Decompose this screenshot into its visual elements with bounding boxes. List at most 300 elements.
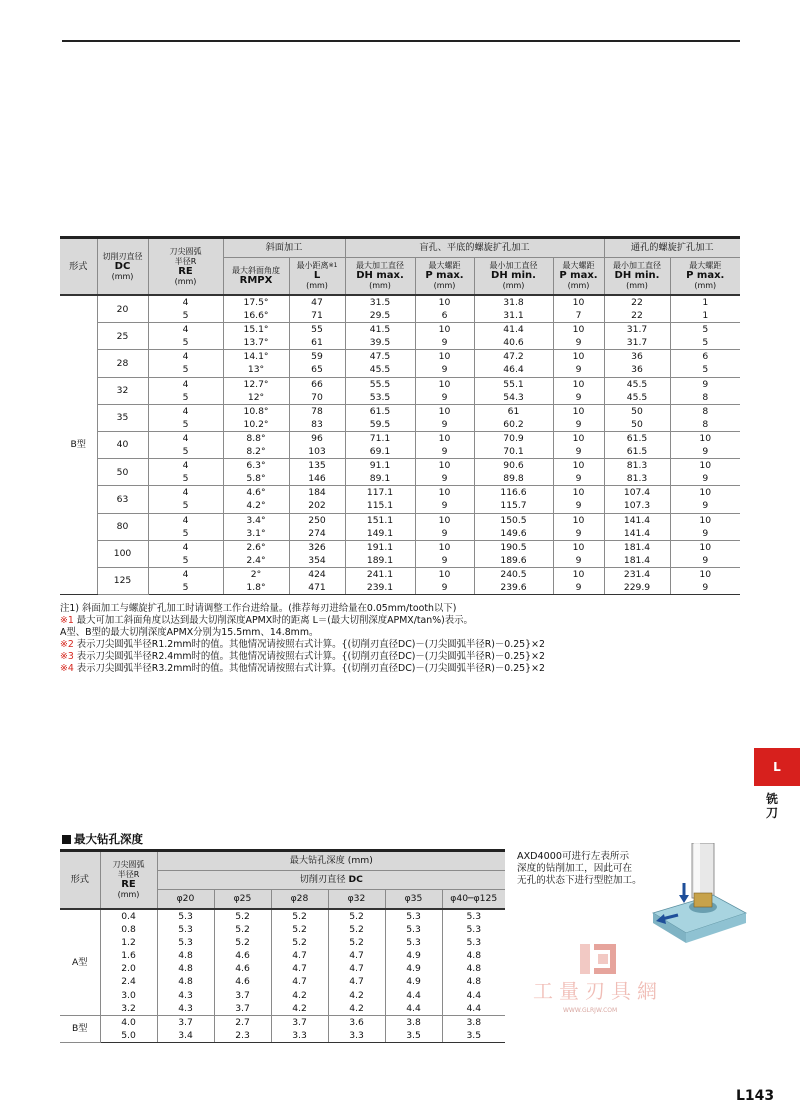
table-cell: 61 [289, 336, 345, 350]
table-row [60, 309, 740, 323]
table-cell: 181.4 [604, 540, 670, 554]
table-cell: 3.1° [223, 527, 289, 541]
table-cell: 141.4 [604, 513, 670, 527]
table-cell: 9 [553, 336, 604, 350]
note-1: ※1 最大可加工斜面角度以达到最大切削深度APMX时的距离 L＝(最大切削深度APMX/tan%)表示。 [60, 615, 473, 626]
table-cell: 70.9 [474, 431, 553, 445]
table-cell: 78 [289, 404, 345, 418]
table-row [60, 975, 505, 988]
table-cell: 22 [604, 295, 670, 309]
table-row [60, 540, 740, 554]
table-cell: 4.3 [157, 1002, 214, 1016]
table-cell: 4 [148, 350, 223, 364]
table-cell: 3.7 [214, 989, 271, 1002]
table-cell: 4.8 [157, 962, 214, 975]
table-cell: 202 [289, 499, 345, 513]
table-cell: 9 [553, 499, 604, 513]
header-dc: 切削刃直径 DC (mm) [97, 238, 148, 296]
table-cell: 5 [148, 581, 223, 595]
table-cell: 40.6 [474, 336, 553, 350]
table-cell: 0.4 [100, 909, 157, 923]
table-cell: 471 [289, 581, 345, 595]
table-cell: 4 [148, 567, 223, 581]
table-cell: 2° [223, 567, 289, 581]
table-cell: 41.5 [345, 323, 415, 337]
table-cell: 7 [553, 309, 604, 323]
table-row [60, 989, 505, 1002]
table-cell: 9 [670, 581, 740, 595]
table-cell: 5.2 [328, 936, 385, 949]
dc-cell: 28 [97, 350, 148, 377]
table-cell: 5 [148, 499, 223, 513]
table-cell: 5 [148, 391, 223, 405]
table-cell: 41.4 [474, 323, 553, 337]
table-row [60, 499, 740, 513]
table-cell: 29.5 [345, 309, 415, 323]
table-cell: 4.8 [157, 949, 214, 962]
table-cell: 4 [148, 295, 223, 309]
table-cell: 10 [415, 404, 474, 418]
table-cell: 5.0 [100, 1029, 157, 1043]
table-cell: 424 [289, 567, 345, 581]
table-cell: 4.9 [385, 949, 442, 962]
table-cell: 10 [699, 487, 712, 499]
top-rule [62, 40, 740, 42]
table-row [60, 472, 740, 486]
table-cell: 9 [415, 336, 474, 350]
svg-text:WWW.GLRJW.COM: WWW.GLRJW.COM [563, 1007, 618, 1014]
table-row [60, 527, 740, 541]
table-cell: 149.1 [345, 527, 415, 541]
square-bullet-icon [62, 835, 71, 844]
dc-cell: 100 [97, 540, 148, 567]
table-cell: 22 [604, 309, 670, 323]
header-dh-max: 最大加工直径 DH max. (mm) [345, 258, 415, 296]
table-cell: 83 [289, 418, 345, 432]
table-cell: 10 [415, 431, 474, 445]
drilling-tool-illustration [648, 843, 748, 943]
table-cell: 17.5° [223, 295, 289, 309]
table-cell: 3.4° [223, 513, 289, 527]
table-cell: 4.7 [328, 962, 385, 975]
table-cell: 55.5 [345, 377, 415, 391]
table-cell: 239.6 [474, 581, 553, 595]
table-cell: 9 [415, 391, 474, 405]
table-cell: 36 [604, 350, 670, 364]
table-cell: 90.6 [474, 459, 553, 473]
page-number: L143 [736, 1088, 775, 1104]
table-cell: 231.4 [604, 567, 670, 581]
table-cell: 15.1° [223, 323, 289, 337]
table-cell: 10.2° [223, 418, 289, 432]
table-cell: 9 [553, 363, 604, 377]
table-row [60, 581, 740, 595]
table-cell: 10 [553, 486, 604, 500]
table-cell: 9 [415, 472, 474, 486]
table-row [60, 404, 740, 418]
table-cell: 4.9 [385, 962, 442, 975]
table-cell: 9 [670, 445, 740, 459]
table-row [60, 567, 740, 581]
table-cell: 5.2 [271, 936, 328, 949]
table-cell: 10 [415, 295, 474, 309]
dc-cell: 63 [97, 486, 148, 513]
table-cell: 65 [289, 363, 345, 377]
table-cell: 10 [553, 323, 604, 337]
note-1b: A型、B型的最大切削深度APMX分别为15.5mm、14.8mm。 [60, 627, 319, 638]
table-cell: 4.6° [223, 486, 289, 500]
table-cell: 5.3 [157, 909, 214, 923]
table-cell: 9 [670, 499, 740, 513]
table-cell: 2.3 [214, 1029, 271, 1043]
table-row [60, 418, 740, 432]
table-cell: 5.2 [271, 923, 328, 936]
table-cell: 54.3 [474, 391, 553, 405]
table-cell: 5 [148, 554, 223, 568]
table-cell: 4.9 [385, 975, 442, 988]
table-cell: 4.3 [157, 989, 214, 1002]
table-cell: 66 [289, 377, 345, 391]
note-3: ※3 表示刀尖圆弧半径R2.4mm时的值。其他情况请按照右式计算。{(切削刃直径DC)－(刀尖圆弧半径R)－0.25}×2 [60, 651, 545, 662]
table-row [60, 486, 740, 500]
table-cell: 4.4 [385, 989, 442, 1002]
table-row [60, 949, 505, 962]
note-0: 注1) 斜面加工与螺旋扩孔加工时请调整工作台进给量。(推荐每刃进给量在0.05mm/tooth以下) [60, 603, 457, 614]
t2-col-header: φ32 [328, 890, 385, 910]
table-cell: 4.4 [385, 1002, 442, 1016]
table-cell: 146 [289, 472, 345, 486]
table-row [60, 1029, 505, 1043]
table-cell: 354 [289, 554, 345, 568]
table-cell: 50 [604, 404, 670, 418]
table-cell: 3.2 [100, 1002, 157, 1016]
table-cell: 10 [553, 431, 604, 445]
table-cell: 5 [148, 472, 223, 486]
table-row [60, 554, 740, 568]
table-cell: 5 [148, 363, 223, 377]
table-cell: 31.5 [345, 295, 415, 309]
table-cell: 91.1 [345, 459, 415, 473]
table-row [60, 323, 740, 337]
drilling-side-note: AXD4000可进行左表所示 深度的钻削加工，因此可在 无孔的状态下进行型腔加工。 [517, 851, 642, 886]
table-cell: 239.1 [345, 581, 415, 595]
table-cell: 10 [553, 540, 604, 554]
table-cell: 4.8 [466, 976, 482, 988]
table-cell: 96 [289, 431, 345, 445]
table-cell: 53.5 [345, 391, 415, 405]
table-cell: 5.2 [271, 909, 328, 923]
table-row [60, 377, 740, 391]
table-cell: 117.1 [345, 486, 415, 500]
table-cell: 12° [223, 391, 289, 405]
section-title-drilling-depth: 最大钻孔深度 [62, 831, 143, 847]
table-cell: 10 [699, 514, 712, 526]
table-cell: 10 [415, 513, 474, 527]
t2-col-header: φ28 [271, 890, 328, 910]
table-cell: 9 [702, 378, 709, 390]
table-cell: 5.2 [214, 923, 271, 936]
header-re: 刀尖圆弧 半径R RE (mm) [148, 238, 223, 296]
table-cell: 5.2 [214, 909, 271, 923]
table-cell: 190.5 [474, 540, 553, 554]
table-cell: 10 [415, 459, 474, 473]
table-cell: 4 [148, 404, 223, 418]
table-cell: 3.4 [157, 1029, 214, 1043]
table-cell: 4.2 [271, 1002, 328, 1016]
header-rmpx: 最大斜面角度 RMPX [223, 258, 289, 296]
table-cell: 4.6 [214, 962, 271, 975]
table-cell: 1 [702, 297, 709, 308]
table-cell: 61.5 [345, 404, 415, 418]
table-cell: 184 [289, 486, 345, 500]
table-cell: 9 [553, 527, 604, 541]
table-cell: 9 [670, 527, 740, 541]
table-cell: 3.7 [157, 1015, 214, 1029]
table-cell: 2.4° [223, 554, 289, 568]
table-cell: 10 [415, 567, 474, 581]
dc-cell: 20 [97, 295, 148, 323]
table-cell: 5 [702, 324, 709, 336]
table-cell: 31.7 [604, 336, 670, 350]
table-cell: 4.7 [271, 962, 328, 975]
table-row [60, 391, 740, 405]
table-cell: 10 [415, 350, 474, 364]
table-cell: 36 [604, 363, 670, 377]
watermark-logo [528, 940, 698, 1020]
table-cell: 10.8° [223, 404, 289, 418]
table-cell: 3.7 [271, 1015, 328, 1029]
table-cell: 5.8° [223, 472, 289, 486]
table-cell: 59.5 [345, 418, 415, 432]
type-cell: A型 [60, 909, 100, 1015]
table-cell: 4.6 [214, 949, 271, 962]
table-cell: 14.1° [223, 350, 289, 364]
table-cell: 4.7 [271, 975, 328, 988]
table-cell: 5.3 [385, 936, 442, 949]
table-cell: 9 [415, 418, 474, 432]
dc-cell: 35 [97, 404, 148, 431]
table-cell: 45.5 [345, 363, 415, 377]
table-cell: 47.5 [345, 350, 415, 364]
table-cell: 5.3 [157, 923, 214, 936]
table-cell: 1.6 [100, 949, 157, 962]
table-cell: 71.1 [345, 431, 415, 445]
table-cell: 1.2 [100, 936, 157, 949]
table-cell: 5 [670, 336, 740, 350]
table-cell: 13° [223, 363, 289, 377]
table-cell: 5.3 [385, 923, 442, 936]
table-cell: 9 [553, 554, 604, 568]
table-cell: 4.7 [328, 975, 385, 988]
table-cell: 5.3 [385, 909, 442, 923]
table-cell: 5 [148, 336, 223, 350]
table-cell: 4 [148, 431, 223, 445]
table-cell: 107.4 [604, 486, 670, 500]
t2-header-type: 形式 [60, 851, 100, 910]
header-ramp-group: 斜面加工 [223, 238, 345, 258]
table-cell: 2.6° [223, 540, 289, 554]
table-cell: 3.8 [466, 1016, 482, 1028]
table-cell: 9 [553, 445, 604, 459]
table-cell: 69.1 [345, 445, 415, 459]
table-cell: 2.0 [100, 962, 157, 975]
footnotes [60, 603, 760, 675]
table-cell: 4 [148, 513, 223, 527]
table-cell: 12.7° [223, 377, 289, 391]
table-cell: 89.8 [474, 472, 553, 486]
table-row [60, 962, 505, 975]
table-cell: 9 [415, 499, 474, 513]
drilling-depth-table [60, 849, 505, 1043]
table-cell: 150.5 [474, 513, 553, 527]
svg-text:工量刃具網: 工量刃具網 [533, 979, 663, 1003]
table-cell: 60.2 [474, 418, 553, 432]
t2-col-header: φ20 [157, 890, 214, 910]
table-cell: 8.2° [223, 445, 289, 459]
table-cell: 71 [289, 309, 345, 323]
table-cell: 5.2 [214, 936, 271, 949]
table-cell: 151.1 [345, 513, 415, 527]
table-cell: 5 [148, 418, 223, 432]
table-cell: 4 [148, 377, 223, 391]
table-cell: 3.8 [385, 1015, 442, 1029]
table-cell: 10 [553, 459, 604, 473]
note-2: ※2 表示刀尖圆弧半径R1.2mm时的值。其他情况请按照右式计算。{(切削刃直径DC)－(刀尖圆弧半径R)－0.25}×2 [60, 639, 545, 650]
table-cell: 10 [699, 568, 712, 580]
header-p-max-through: 最大螺距 P max. (mm) [670, 258, 740, 296]
table-cell: 6.3° [223, 459, 289, 473]
table-row [60, 1015, 505, 1029]
table-row [60, 1002, 505, 1016]
dc-cell: 80 [97, 513, 148, 540]
table-cell: 3.5 [442, 1029, 505, 1043]
table-cell: 4.4 [442, 1002, 505, 1016]
table-row [60, 936, 505, 949]
table-row [60, 909, 505, 923]
table-cell: 4.2 [271, 989, 328, 1002]
table-cell: 31.7 [604, 323, 670, 337]
table-cell: 3.6 [328, 1015, 385, 1029]
table-cell: 8 [670, 391, 740, 405]
table-cell: 181.4 [604, 554, 670, 568]
table-cell: 59 [289, 350, 345, 364]
type-cell: B型 [60, 1015, 100, 1042]
table-cell: 4.8 [466, 950, 482, 962]
table-cell: 10 [553, 513, 604, 527]
table-cell: 70 [289, 391, 345, 405]
table-cell: 10 [553, 350, 604, 364]
table-cell: 5.3 [466, 911, 482, 922]
table-cell: 10 [699, 460, 712, 472]
table-cell: 8 [670, 418, 740, 432]
table-cell: 135 [289, 459, 345, 473]
table-cell: 9 [415, 527, 474, 541]
table-cell: 5.3 [466, 924, 482, 936]
table-cell: 10 [415, 486, 474, 500]
dc-cell: 40 [97, 431, 148, 458]
table-cell: 4.7 [328, 949, 385, 962]
table-cell: 45.5 [604, 377, 670, 391]
table-cell: 4 [148, 459, 223, 473]
table-cell: 4.2° [223, 499, 289, 513]
helical-ramping-table [60, 236, 740, 595]
table-cell: 3.3 [328, 1029, 385, 1043]
header-p-max-2: 最大螺距 P max. (mm) [553, 258, 604, 296]
table-cell: 89.1 [345, 472, 415, 486]
table-cell: 3.0 [100, 989, 157, 1002]
table-cell: 4.2 [328, 1002, 385, 1016]
table-cell: 241.1 [345, 567, 415, 581]
header-dh-min: 最小加工直径 DH min. (mm) [474, 258, 553, 296]
table-cell: 4 [148, 540, 223, 554]
table-cell: 5.2 [328, 923, 385, 936]
table-cell: 103 [289, 445, 345, 459]
table-cell: 9 [553, 391, 604, 405]
t2-header-dc-group: 切削刃直径 DC [157, 871, 505, 890]
table-cell: 81.3 [604, 472, 670, 486]
table-cell: 81.3 [604, 459, 670, 473]
table-cell: 189.1 [345, 554, 415, 568]
table-cell: 9 [553, 472, 604, 486]
section-tab-label: 铣 刀 [765, 792, 778, 820]
t2-col-header: φ40─φ125 [442, 890, 505, 910]
table-cell: 0.8 [100, 923, 157, 936]
table-cell: 55.1 [474, 377, 553, 391]
table-cell: 39.5 [345, 336, 415, 350]
table-cell: 6 [702, 351, 709, 363]
table-cell: 5.2 [328, 909, 385, 923]
header-p-max: 最大螺距 P max. (mm) [415, 258, 474, 296]
table-cell: 3.3 [271, 1029, 328, 1043]
table-cell: 274 [289, 527, 345, 541]
table-cell: 10 [553, 567, 604, 581]
table-cell: 61.5 [604, 431, 670, 445]
table-cell: 46.4 [474, 363, 553, 377]
table-cell: 10 [699, 541, 712, 553]
type-cell: B型 [60, 295, 97, 595]
table-cell: 5 [670, 363, 740, 377]
header-dh-min-through: 最小加工直径 DH min. (mm) [604, 258, 670, 296]
table-cell: 1.8° [223, 581, 289, 595]
t2-col-header: φ25 [214, 890, 271, 910]
dc-cell: 50 [97, 459, 148, 486]
table-cell: 4 [148, 486, 223, 500]
table-cell: 141.4 [604, 527, 670, 541]
table-cell: 9 [670, 472, 740, 486]
table-cell: 4.2 [328, 989, 385, 1002]
table-cell: 107.3 [604, 499, 670, 513]
table-cell: 5.3 [157, 936, 214, 949]
table-cell: 9 [415, 554, 474, 568]
table-cell: 4.0 [100, 1015, 157, 1029]
table-cell: 4.8 [157, 975, 214, 988]
t2-header-depth-group: 最大钻孔深度 (mm) [157, 851, 505, 871]
table-row [60, 923, 505, 936]
table-cell: 191.1 [345, 540, 415, 554]
t2-col-header: φ35 [385, 890, 442, 910]
table-cell: 149.6 [474, 527, 553, 541]
table-cell: 10 [553, 404, 604, 418]
table-cell: 4.8 [466, 963, 482, 975]
table-cell: 189.6 [474, 554, 553, 568]
table-cell: 4.4 [466, 989, 482, 1001]
header-blind-group: 盲孔、平底的螺旋扩孔加工 [345, 238, 604, 258]
table-cell: 2.7 [214, 1015, 271, 1029]
table-cell: 4 [148, 323, 223, 337]
table-cell: 10 [415, 377, 474, 391]
table-row [60, 336, 740, 350]
header-type: 形式 [60, 238, 97, 296]
